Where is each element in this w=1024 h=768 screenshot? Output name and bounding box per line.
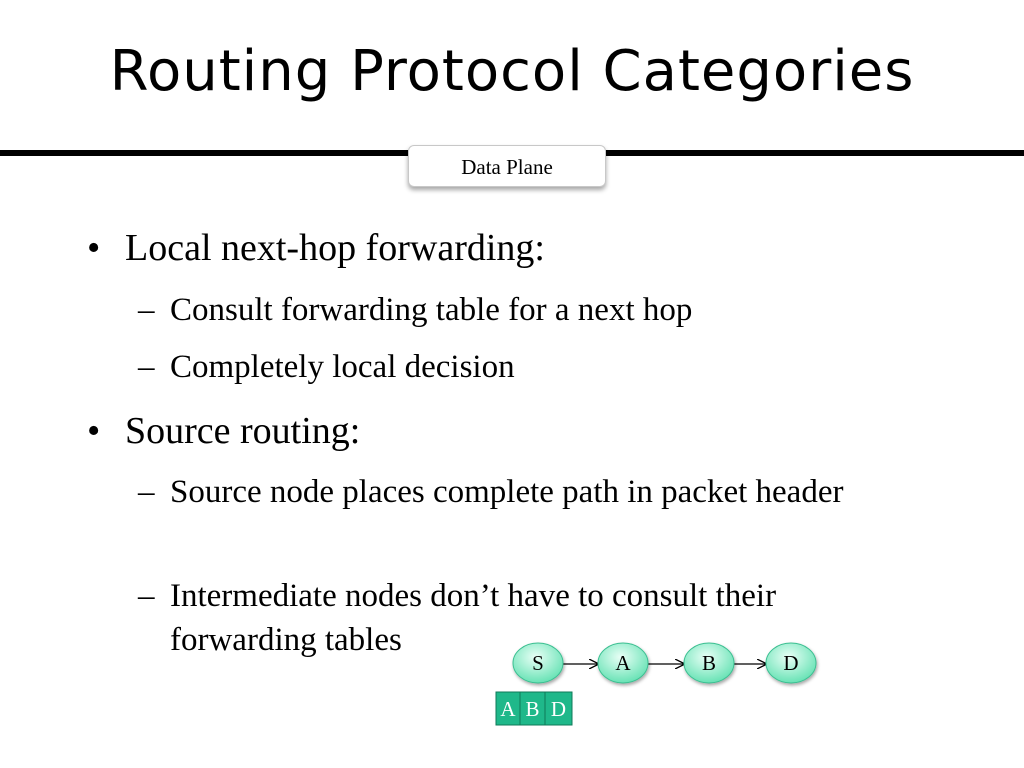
node-label: S xyxy=(532,651,544,675)
section-tag: Data Plane xyxy=(408,145,606,187)
node-label: A xyxy=(615,651,631,675)
node-label: B xyxy=(701,651,717,675)
sub-bullet-mark: – xyxy=(138,474,155,510)
sub-bullet-text: Source node places complete path in packet header xyxy=(170,474,844,510)
network-node xyxy=(598,643,648,683)
bullet-text: Local next-hop forwarding: xyxy=(125,227,545,269)
bullet-mark: • xyxy=(87,410,101,452)
sub-bullet-mark: – xyxy=(138,292,155,328)
header-hop-label: D xyxy=(550,697,567,721)
sub-bullet-text: Intermediate nodes don’t have to consult their forwarding tables xyxy=(170,578,777,658)
sub-bullet-mark: – xyxy=(138,349,155,385)
bullet-mark: • xyxy=(87,227,101,269)
packet-header xyxy=(496,692,572,725)
sub-bullet-mark: – xyxy=(138,578,155,614)
network-node xyxy=(684,643,734,683)
header-hop-label: B xyxy=(525,697,540,721)
network-node xyxy=(513,643,563,683)
sub-bullet-text: Completely local decision xyxy=(170,349,515,385)
sub-bullet-text: Consult forwarding table for a next hop xyxy=(170,292,693,328)
bullet-text: Source routing: xyxy=(125,410,361,452)
node-label: D xyxy=(783,651,799,675)
slide-title: Routing Protocol Categories xyxy=(109,39,915,104)
header-hop-label: A xyxy=(500,697,516,721)
network-node xyxy=(766,643,816,683)
